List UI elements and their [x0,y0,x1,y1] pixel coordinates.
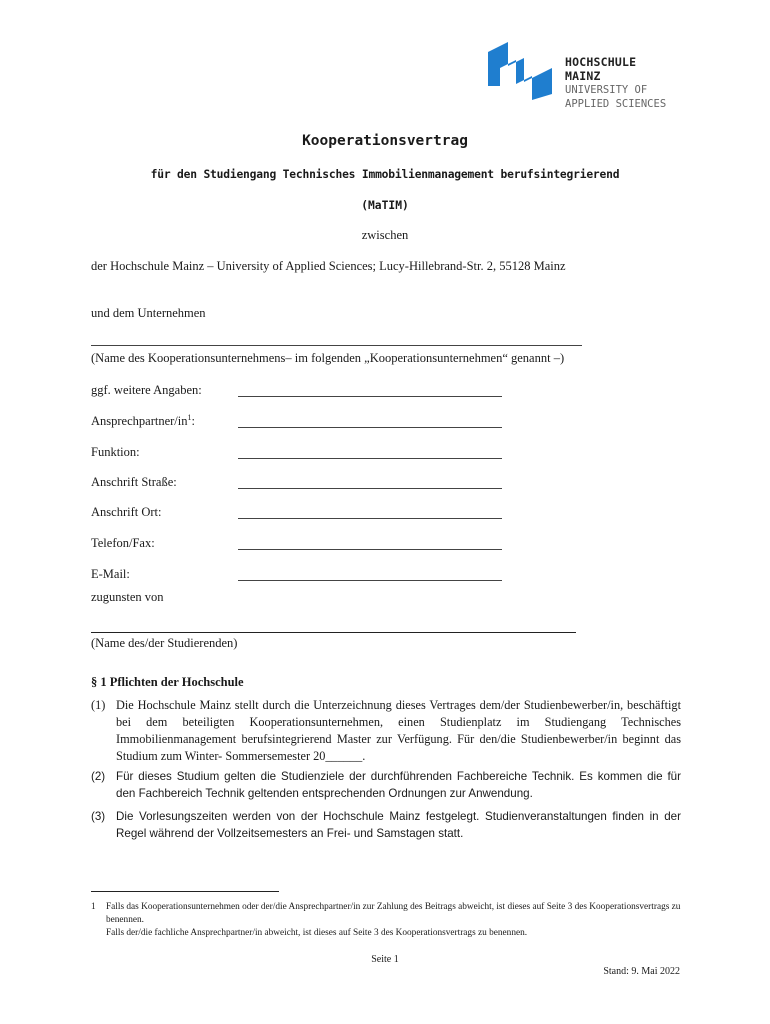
logo-subline-2: APPLIED SCIENCES [565,98,667,110]
paragraph-1 [91,697,681,765]
paragraph-text: Die Vorlesungszeiten werden von der Hochschule Mainz festgelegt. Studienveranstaltungen finden in der Regel während der Vollzeitsemesters an Frei- und Samstagen statt. [116,810,681,840]
company-name-line[interactable] [91,345,582,346]
field-line-contact-person[interactable] [238,427,502,428]
paragraph-number: (2) [91,770,106,783]
logo-subline-1: UNIVERSITY OF [565,84,648,96]
footnote [91,901,681,940]
field-label-contact-person [91,414,195,429]
paragraph-2 [91,768,681,802]
field-label-street: Anschrift Straße: [91,475,177,489]
field-line-phone-fax[interactable] [238,549,502,550]
field-line-additional-info[interactable] [238,396,502,397]
field-label-additional-info: ggf. weitere Angaben: [91,383,202,397]
party-university: der Hochschule Mainz – University of Applied Sciences; Lucy-Hillebrand-Str. 2, 55128 Mainz [91,259,566,273]
footnote-separator [91,891,279,892]
program-abbreviation: (MaTIM) [361,199,409,212]
between-label: zwischen [361,228,409,242]
field-line-city[interactable] [238,518,502,519]
field-line-street[interactable] [238,488,502,489]
field-label-city: Anschrift Ort: [91,505,162,519]
field-label-email: E-Mail: [91,567,130,581]
in-favor-of-label: zugunsten von [91,590,164,604]
section-1-heading: § 1 Pflichten der Hochschule [91,675,244,689]
paragraph-text: Für dieses Studium gelten die Studienziele der durchführenden Fachbereiche Technik. Es kommen die für den Fachbereich Technik geltenden entsprechenden Ordnungen zur Anwendung. [116,770,681,800]
field-line-function[interactable] [238,458,502,459]
logo-name: HOCHSCHULE MAINZ [565,55,637,83]
contact-label-suffix: : [191,414,195,428]
document-title: Kooperationsvertrag [302,133,468,149]
student-name-note: (Name des/der Studierenden) [91,636,238,650]
footnote-marker: 1 [187,412,192,422]
student-name-line[interactable] [91,632,576,633]
field-line-email[interactable] [238,580,502,581]
field-label-phone-fax: Telefon/Fax: [91,536,155,550]
contact-label-text: Ansprechpartner/in [91,414,188,428]
document-date: Stand: 9. Mai 2022 [603,966,680,977]
footnote-line-2: Falls der/die fachliche Ansprechpartner/in abweicht, ist dieses auf Seite 3 des Kooperationsvertrags zu benennen. [106,928,528,938]
paragraph-number: (3) [91,810,106,823]
footnote-number: 1 [91,902,96,912]
field-label-function: Funktion: [91,445,140,459]
page-number: Seite 1 [371,954,399,965]
paragraph-text: Die Hochschule Mainz stellt durch die Unterzeichnung dieses Vertrages dem/der Studienbewerber/in, beschäftigt bei dem beteiligten Kooperationsunternehmen, einen Studienplatz im Studiengang Technisches Immobilienmanagement berufsintegrierend Master zur Verfügung. Für den/die Studienbewerber/in beginnt das Studium zum Winter- Sommersemester 20______. [116,698,681,763]
paragraph-number: (1) [91,698,106,712]
footnote-line-1: Falls das Kooperationsunternehmen oder der/die Ansprechpartner/in zur Zahlung des Beitrags abweicht, ist dieses auf Seite 3 des Kooperationsvertrags zu benennen. [106,902,681,925]
company-name-note: (Name des Kooperationsunternehmens– im folgenden „Kooperationsunternehmen“ genannt –) [91,351,565,365]
logo-mark-icon [488,42,554,102]
party-company-intro: und dem Unternehmen [91,306,206,320]
document-subtitle: für den Studiengang Technisches Immobilienmanagement berufsintegrierend [150,168,620,181]
paragraph-3 [91,808,681,842]
university-logo [488,42,678,110]
